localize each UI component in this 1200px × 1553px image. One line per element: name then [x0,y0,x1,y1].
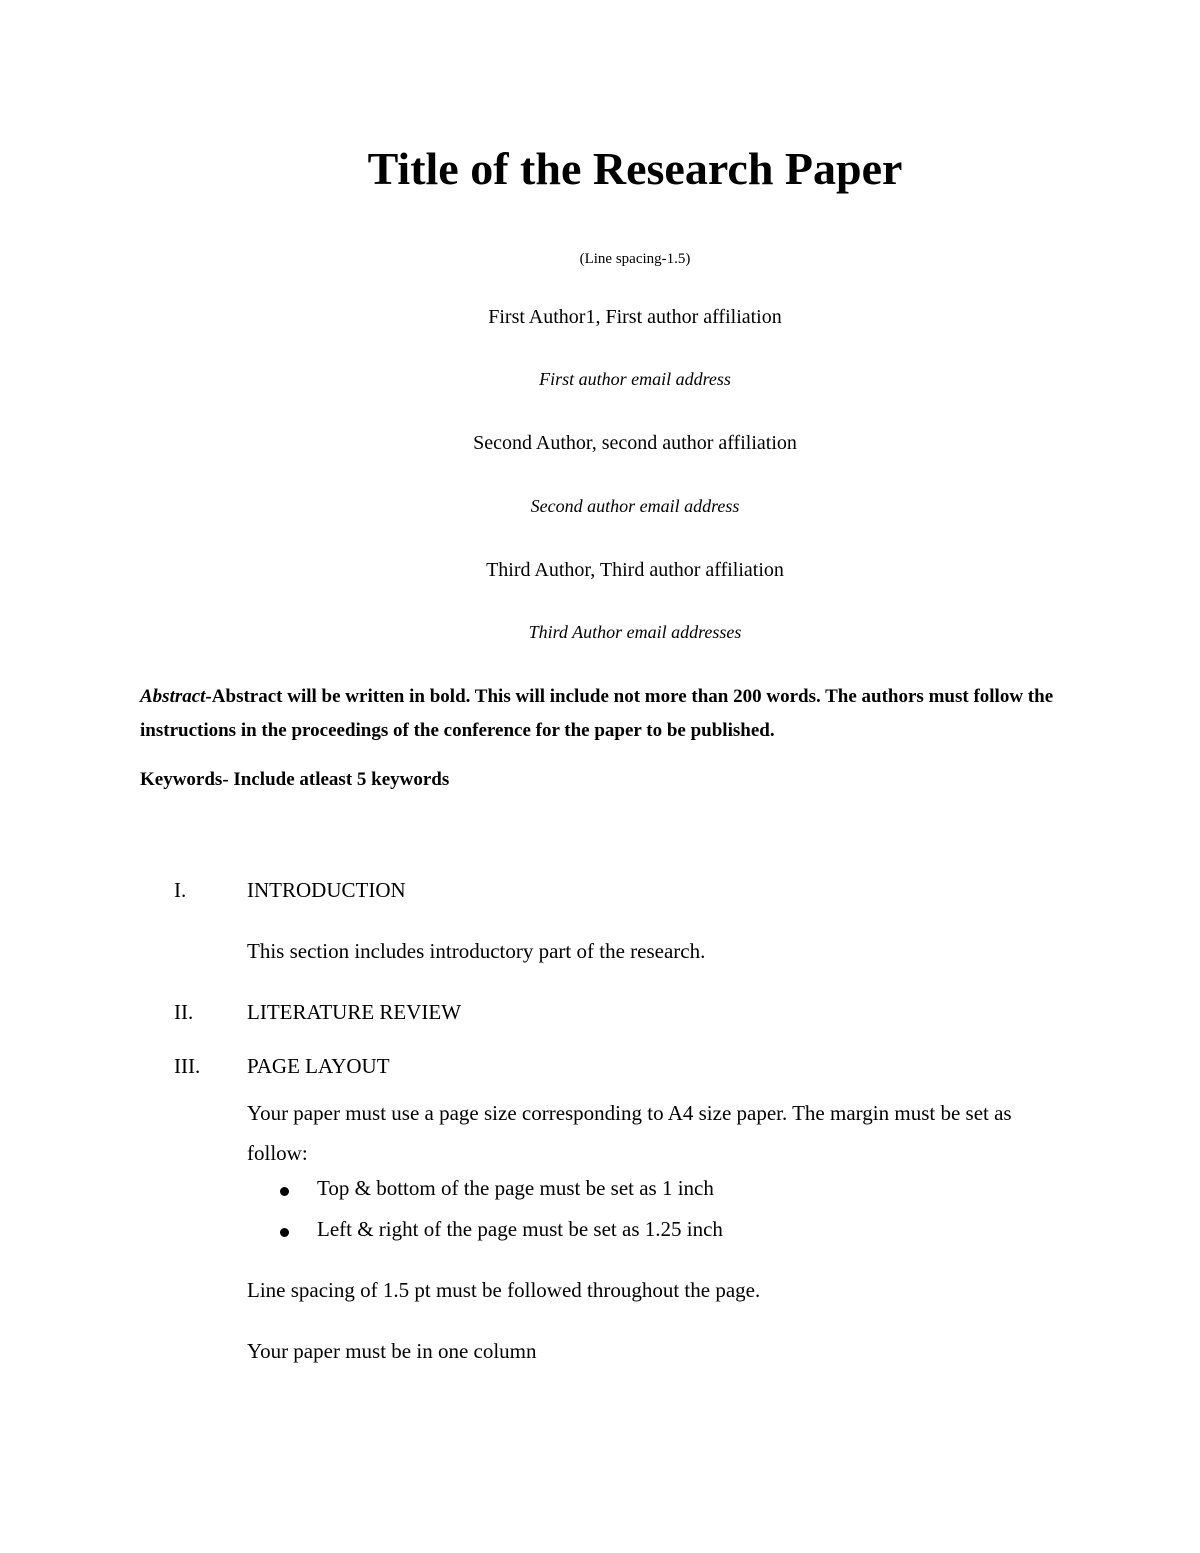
section-1-text: This section includes introductory part of the research. [247,939,706,963]
bullet-icon [280,1228,289,1237]
section-3-number: III. [174,1054,201,1078]
bullet-icon [280,1187,289,1196]
section-1-number: I. [174,878,187,902]
section-3-text: Your paper must use a page size corresponding to A4 size paper. The margin must be set as follow: [247,1101,1012,1165]
bullet-text: Top & bottom of the page must be set as 1 inch [317,1176,714,1200]
section-3-heading: PAGE LAYOUT [247,1054,390,1078]
author-1-email: First author email address [539,369,731,389]
author-1-affiliation: First Author1, First author affiliation [488,306,782,328]
line-spacing-text: Line spacing of 1.5 pt must be followed throughout the page. [247,1278,761,1302]
keywords: Keywords- Include atleast 5 keywords [140,769,450,790]
column-note-text: Your paper must be in one column [247,1339,537,1363]
author-3-email: Third Author email addresses [528,622,742,642]
author-3-affiliation: Third Author, Third author affiliation [486,559,784,581]
section-2-heading: LITERATURE REVIEW [247,1000,462,1024]
section-2-number: II. [174,1000,194,1024]
abstract-text: Abstract will be written in bold. This will include not more than 200 words. The authors must follow the instructions in the proceedings of the conference for the paper to be published. [140,686,1054,741]
author-2-affiliation: Second Author, second author affiliation [473,432,797,454]
author-2-email: Second author email address [530,496,740,516]
bullet-text: Left & right of the page must be set as 1.25 inch [317,1217,723,1241]
section-1-heading: INTRODUCTION [247,878,406,902]
line-spacing-note: (Line spacing-1.5) [579,251,691,267]
paper-title: Title of the Research Paper [367,143,903,194]
abstract-label: Abstract- [140,686,212,707]
abstract [140,680,1065,748]
